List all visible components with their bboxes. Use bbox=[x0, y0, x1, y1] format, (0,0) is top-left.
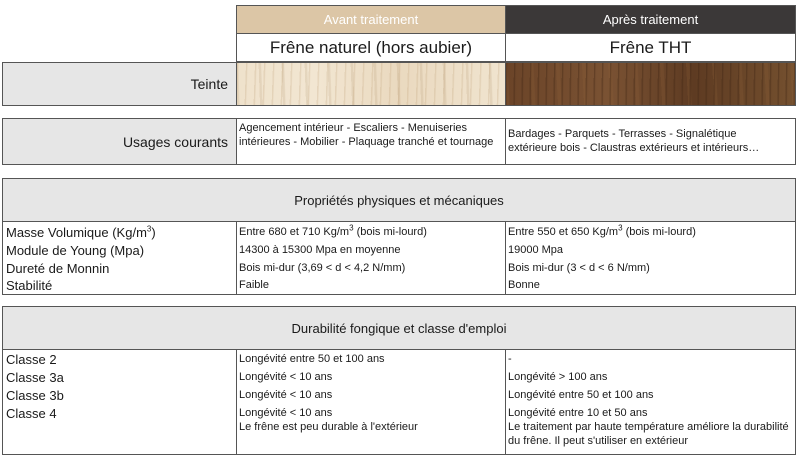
usages-after-text: Bardages - Parquets - Terrasses - Signalétique extérieure bois - Claustras extérieurs et intérieurs… bbox=[508, 128, 760, 154]
after-wood-name-text: Frêne THT bbox=[609, 37, 692, 57]
durability-section-title-text: Durabilité fongique et classe d'emploi bbox=[291, 320, 507, 336]
durability-after-value: - bbox=[508, 353, 512, 365]
before-wood-name-text: Frêne naturel (hors aubier) bbox=[269, 37, 473, 57]
usages-label-cell bbox=[2, 118, 237, 165]
physical-before-value: Bois mi-dur (3,69 < d < 4,2 N/mm) bbox=[239, 262, 406, 274]
before-wood-name bbox=[236, 33, 506, 62]
durability-row-label: Classe 4 bbox=[6, 406, 57, 421]
durability-after-value: Longévité entre 10 et 50 ans bbox=[508, 407, 648, 419]
after-treatment-label: Après traitement bbox=[602, 12, 699, 27]
usages-after-cell bbox=[505, 118, 796, 165]
after-wood-name bbox=[505, 33, 796, 62]
durability-before-value: Longévité < 10 ans bbox=[239, 389, 333, 401]
dark-wood-swatch bbox=[505, 62, 796, 106]
usages-before-cell bbox=[236, 118, 506, 165]
before-treatment-header bbox=[236, 5, 506, 34]
physical-after-value: Bois mi-dur (3 < d < 6 N/mm) bbox=[508, 262, 650, 274]
light-wood-swatch bbox=[236, 62, 506, 106]
physical-row-label: Stabilité bbox=[6, 278, 53, 293]
durability-before-value: Longévité entre 50 et 100 ans bbox=[239, 353, 385, 365]
physical-row-label: Dureté de Monnin bbox=[6, 261, 110, 276]
physical-before-value: Faible bbox=[239, 279, 269, 291]
durability-row-label: Classe 2 bbox=[6, 352, 57, 367]
physical-after-value: Entre 550 et 650 $Kg/m^3$ (bois mi-lourd) bbox=[508, 223, 696, 238]
teinte-label-cell bbox=[2, 62, 237, 106]
physical-row-label: Module de Young (Mpa) bbox=[6, 243, 145, 258]
durability-row-label: Classe 3b bbox=[6, 388, 64, 403]
physical-after-value: Bonne bbox=[508, 279, 540, 291]
durability-after-note: Le traitement par haute température améliore la durabilité du frêne. Il peut s'utiliser en extérieur bbox=[508, 421, 789, 447]
durability-before-value: Longévité < 10 ans bbox=[239, 371, 333, 383]
physical-before-value: Entre 680 et 710 $Kg/m^3$ (bois mi-lourd) bbox=[239, 223, 427, 238]
durability-section-title bbox=[2, 306, 796, 350]
durability-before-note: Le frêne est peu durable à l'extérieur bbox=[239, 421, 418, 433]
before-treatment-label: Avant traitement bbox=[323, 12, 419, 27]
physical-row-label: Masse Volumique $(Kg/m^3)$ bbox=[6, 224, 156, 240]
physical-before-value: 14300 à 15300 Mpa en moyenne bbox=[239, 244, 401, 256]
physical-section-title bbox=[2, 178, 796, 222]
teinte-label: Teinte bbox=[190, 76, 228, 92]
durability-after-value: Longévité > 100 ans bbox=[508, 371, 608, 383]
after-treatment-header bbox=[505, 5, 796, 34]
usages-label: Usages courants bbox=[122, 133, 228, 150]
durability-after-value: Longévité entre 50 et 100 ans bbox=[508, 389, 654, 401]
physical-section-title-text: Propriétés physiques et mécaniques bbox=[294, 192, 504, 208]
durability-row-label: Classe 3a bbox=[6, 370, 64, 385]
durability-before-value: Longévité < 10 ans bbox=[239, 407, 333, 419]
usages-before-text: Agencement intérieur - Escaliers - Menuiseries intérieures - Mobilier - Plaquage tranché et tournage bbox=[239, 122, 494, 148]
physical-after-value: 19000 Mpa bbox=[508, 244, 564, 256]
